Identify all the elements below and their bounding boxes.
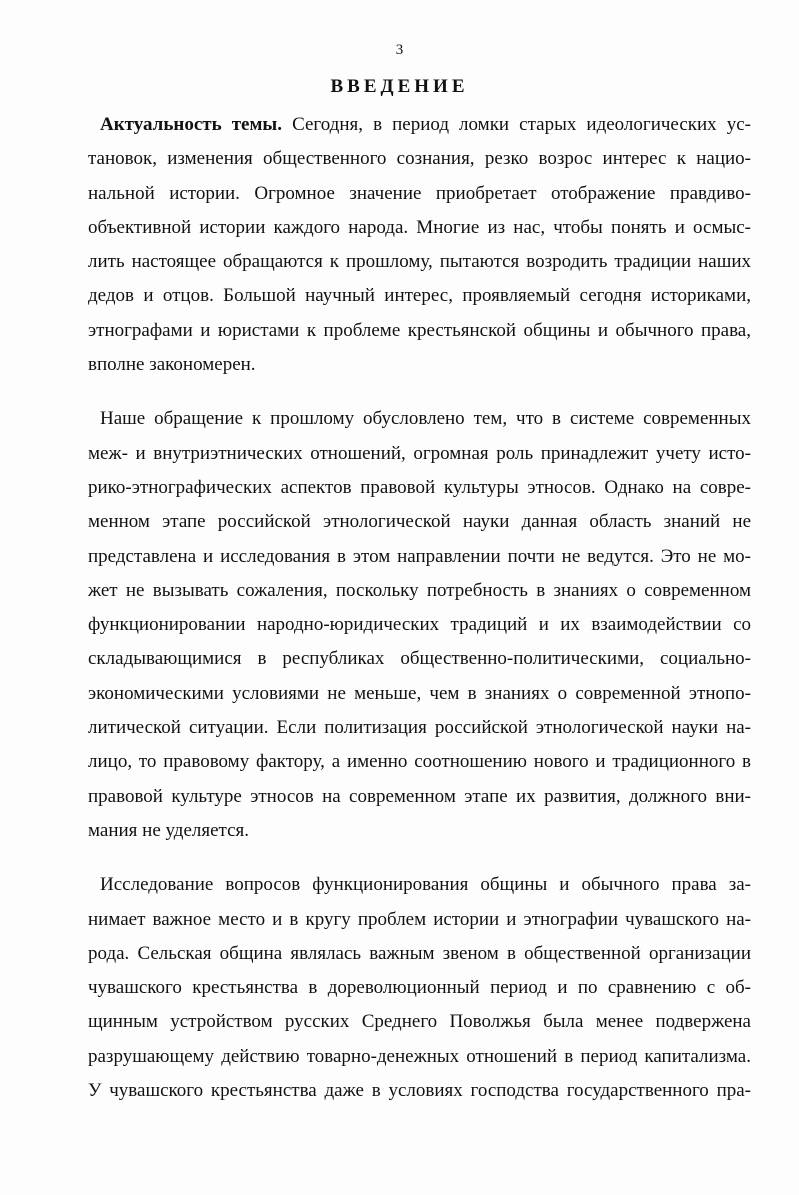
text-line: лицо, то правовому фактору, а именно соотношению нового и традиционного в — [88, 751, 751, 773]
text-line: функционировании народно-юридических традиций и их взаимодействии со — [88, 614, 751, 636]
paragraph-lead: Актуальность темы. — [100, 114, 282, 135]
text-line: правовой культуре этносов на современном этапе их развития, должного вни- — [88, 785, 751, 807]
text-line: экономическими условиями не меньше, чем в знаниях о современной этнопо- — [88, 682, 751, 704]
text-line: лить настоящее обращаются к прошлому, пытаются возродить традиции наших — [88, 251, 751, 273]
body-text — [88, 108, 751, 1108]
text-line: менном этапе российской этнологической науки данная область знаний не — [88, 511, 751, 533]
text-line: этнографами и юристами к проблеме крестьянской общины и обычного права, — [88, 319, 751, 341]
text-line: нимает важное место и в кругу проблем истории и этнографии чувашского на- — [88, 908, 751, 930]
text-line: чувашского крестьянства в дореволюционный период и по сравнению с об- — [88, 977, 751, 999]
page-title: ВВЕДЕНИЕ — [330, 76, 469, 97]
text-line-content: Сегодня, в период ломки старых идеологических ус- — [282, 114, 751, 135]
text-line: рода. Сельская община являлась важным звеном в общественной организации — [88, 942, 751, 964]
text-line: вполне закономерен. — [88, 354, 256, 376]
text-line: Исследование вопросов функционирования общины и обычного права за- — [100, 874, 751, 896]
page-number: 3 — [395, 42, 404, 58]
text-line: рико-этнографических аспектов правовой культуры этносов. Однако на совре- — [88, 476, 751, 498]
text-line: дедов и отцов. Большой научный интерес, проявляемый сегодня историками, — [88, 285, 751, 307]
text-line: жет не вызывать сожаления, поскольку потребность в знаниях о современном — [88, 579, 751, 601]
text-line: складывающимися в республиках общественно-политическими, социально- — [88, 648, 751, 670]
paragraph-3 — [88, 868, 751, 1108]
text-line: литической ситуации. Если политизация российской этнологической науки на- — [88, 717, 751, 739]
paragraph-2 — [88, 402, 751, 848]
text-line: мания не уделяется. — [88, 819, 250, 841]
text-line: объективной истории каждого народа. Многие из нас, чтобы понять и осмыс- — [88, 216, 751, 238]
text-line: щинным устройством русских Среднего Поволжья была менее подвержена — [88, 1011, 751, 1033]
text-line: Наше обращение к прошлому обусловлено тем, что в системе современных — [100, 408, 751, 430]
text-line: тановок, изменения общественного сознания, резко возрос интерес к нацио- — [88, 148, 751, 170]
text-line — [88, 108, 751, 142]
text-line: нальной истории. Огромное значение приобретает отображение правдиво- — [88, 182, 751, 204]
text-line: разрушающему действию товарно-денежных отношений в период капитализма. — [88, 1045, 751, 1067]
paragraph-1 — [88, 108, 751, 382]
text-line: У чувашского крестьянства даже в условиях господства государственного пра- — [88, 1080, 751, 1102]
text-line: меж- и внутриэтнических отношений, огромная роль принадлежит учету исто- — [88, 442, 751, 464]
text-line: представлена и исследования в этом направлении почти не ведутся. Это не мо- — [88, 545, 751, 567]
